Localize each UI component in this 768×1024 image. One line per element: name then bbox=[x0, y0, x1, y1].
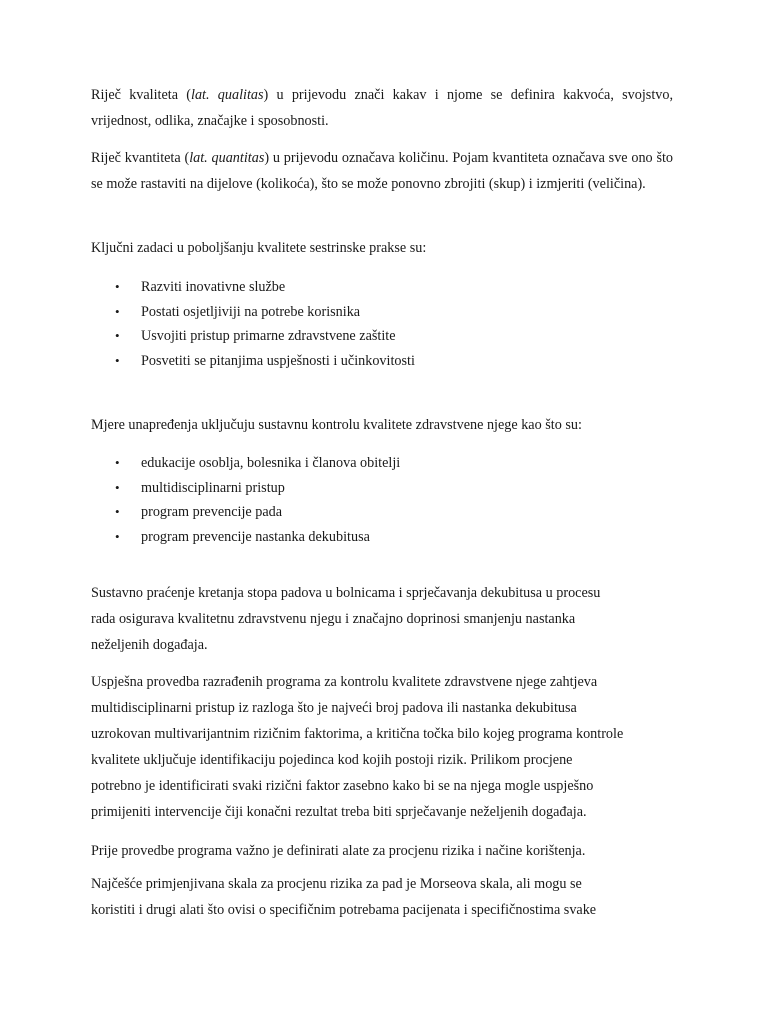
list-item-text: program prevencije nastanka dekubitusa bbox=[141, 528, 370, 545]
text-line: potrebno je identificirati svaki rizični faktor zasebno kako bi se na njega mogle uspješno bbox=[91, 778, 594, 794]
list-item-text: multidisciplinarni pristup bbox=[141, 479, 285, 496]
list-item bbox=[91, 476, 673, 501]
list-item bbox=[91, 324, 673, 349]
paragraph-mjere: Mjere unapređenja uključuju sustavnu kontrolu kvalitete zdravstvene njege kao što su: bbox=[91, 417, 582, 433]
bullet: • bbox=[115, 455, 120, 470]
text: Riječ kvaliteta ( bbox=[91, 87, 192, 103]
paragraph-najcesce bbox=[91, 871, 673, 923]
text: ) u prijevodu znači kakav i njome se definira kakvoća, svojstvo, vrijednost, odlika, značajke i sposobnosti. bbox=[91, 87, 673, 129]
list-item-text: Postati osjetljiviji na potrebe korisnika bbox=[141, 303, 361, 320]
text-line: Uspješna provedba razrađenih programa za kontrolu kvalitete zdravstvene njege zahtjeva bbox=[91, 674, 598, 690]
text-line: rada osigurava kvalitetnu zdravstvenu njegu i značajno doprinosi smanjenju nastanka bbox=[91, 611, 576, 627]
list-item bbox=[91, 349, 673, 374]
list-item bbox=[91, 500, 673, 525]
text-line: neželjenih događaja. bbox=[91, 637, 208, 653]
text-line: koristiti i drugi alati što ovisi o specifičnim potrebama pacijenata i specifičnostima svake bbox=[91, 902, 597, 918]
bullet: • bbox=[115, 352, 120, 368]
paragraph-sustavno-pracenje bbox=[91, 580, 673, 658]
list-kljucni-zadaci bbox=[91, 275, 673, 373]
text-line: primijeniti intervencije čiji konačni rezultat treba biti sprječavanje neželjenih događaja. bbox=[91, 804, 587, 820]
paragraph-uspjesna-provedba bbox=[91, 669, 673, 825]
bullet: • bbox=[115, 479, 120, 495]
list-item-text: program prevencije pada bbox=[141, 504, 283, 520]
list-item-text: Razviti inovativne službe bbox=[141, 279, 286, 295]
text-line: kvalitete uključuje identifikaciju pojedinca kod kojih postoji rizik. Prilikom procjene bbox=[91, 752, 573, 768]
list-item bbox=[91, 451, 673, 476]
bullet: • bbox=[115, 303, 120, 319]
list-mjere bbox=[91, 451, 673, 549]
list-item bbox=[91, 300, 673, 325]
list-item-text: Posvetiti se pitanjima uspješnosti i učinkovitosti bbox=[141, 352, 415, 369]
list-item bbox=[91, 525, 673, 550]
paragraph-kvaliteta bbox=[91, 82, 673, 134]
list-item-text: Usvojiti pristup primarne zdravstvene zaštite bbox=[141, 328, 396, 344]
list-item bbox=[91, 275, 673, 300]
paragraph-prije-provedbe: Prije provedbe programa važno je definirati alate za procjenu rizika i načine korištenja. bbox=[91, 843, 586, 859]
latin-term: lat. qualitas bbox=[191, 87, 264, 103]
paragraph-kvantiteta bbox=[91, 145, 673, 197]
text-line: Najčešće primjenjivana skala za procjenu rizika za pad je Morseova skala, ali mogu se bbox=[91, 876, 582, 892]
text: ) u prijevodu označava količinu. Pojam kvantiteta označava sve ono što se može rastaviti na dijelove (kolikoća), što se može ponovno zbrojiti (skup) i izmjeriti (veličina). bbox=[91, 150, 674, 192]
latin-term: lat. quantitas bbox=[189, 150, 265, 166]
text-line: multidisciplinarni pristup iz razloga što je najveći broj padova ili nastanka dekubitusa bbox=[91, 700, 577, 716]
bullet: • bbox=[115, 328, 120, 343]
bullet: • bbox=[115, 504, 120, 519]
paragraph-kljucni-zadaci: Ključni zadaci u poboljšanju kvalitete sestrinske prakse su: bbox=[91, 240, 427, 256]
text: Riječ kvantiteta ( bbox=[91, 150, 190, 166]
text-line: Sustavno praćenje kretanja stopa padova u bolnicama i sprječavanja dekubitusa u procesu bbox=[91, 585, 601, 601]
text-line: uzrokovan multivarijantnim rizičnim faktorima, a kritična točka bilo kojeg programa kontrole bbox=[91, 726, 624, 742]
bullet: • bbox=[115, 279, 120, 294]
list-item-text: edukacije osoblja, bolesnika i članova obitelji bbox=[141, 455, 401, 471]
bullet: • bbox=[115, 528, 120, 544]
